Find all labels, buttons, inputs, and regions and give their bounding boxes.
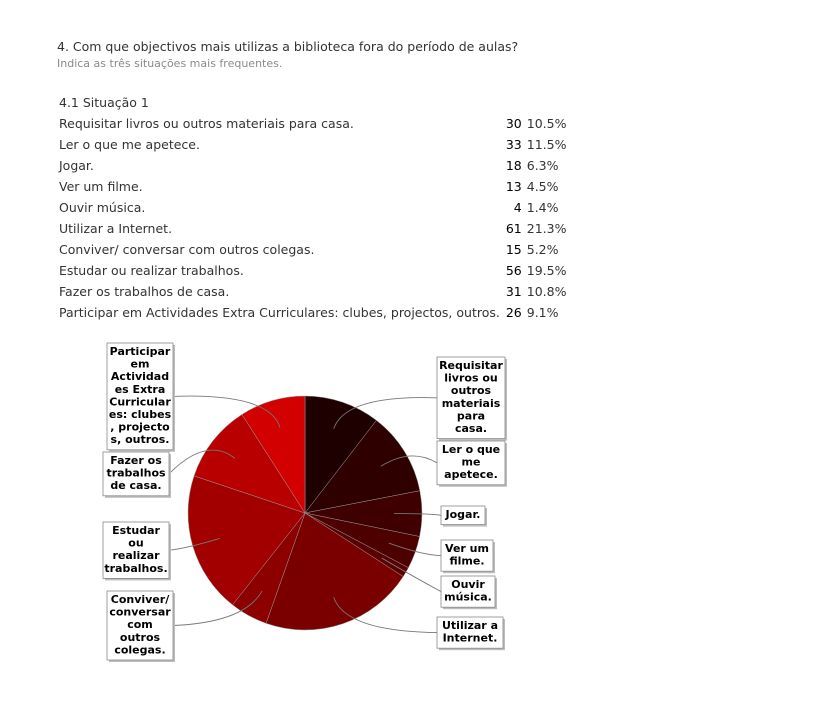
- slice-label-text: ou: [128, 536, 144, 550]
- slice-label-text: Internet.: [442, 631, 498, 645]
- slice-label-text: Actividad: [110, 370, 170, 384]
- row-percent: 6.3%: [526, 158, 559, 173]
- slice-label-text: Ler o que: [441, 443, 501, 456]
- row-percent: 11.5%: [526, 137, 567, 152]
- row-count: 4: [513, 200, 522, 215]
- row-label: Ver um filme.: [59, 179, 143, 194]
- subquestion-title: 4.1 Situação 1: [59, 95, 149, 110]
- row-percent: 1.4%: [526, 200, 559, 215]
- row-percent: 10.5%: [526, 116, 567, 131]
- slice-label-text: Utilizar a: [441, 619, 499, 632]
- row-label: Estudar ou realizar trabalhos.: [59, 263, 244, 278]
- row-count: 15: [505, 242, 522, 257]
- row-percent: 9.1%: [526, 305, 559, 320]
- row-count: 33: [505, 137, 522, 152]
- row-count: 18: [505, 158, 522, 173]
- slice-label: [437, 617, 505, 650]
- row-count: 30: [505, 116, 522, 131]
- row-percent: 5.2%: [526, 242, 559, 257]
- slice-label: [437, 441, 507, 487]
- slice-label-text: Fazer os: [110, 454, 162, 467]
- slice-label-text: casa.: [454, 422, 488, 435]
- row-count: 31: [505, 284, 522, 299]
- slice-label-text: música.: [444, 590, 492, 604]
- slice-label-text: s, outros.: [110, 433, 170, 447]
- pie-slices: [188, 396, 422, 630]
- slice-label-text: livros ou: [444, 371, 498, 385]
- slice-label-text: de casa.: [110, 479, 162, 493]
- row-percent: 19.5%: [526, 263, 567, 278]
- slice-label-text: trabalhos: [106, 466, 166, 480]
- slice-label: [437, 357, 507, 441]
- slice-label-text: Estudar: [112, 524, 160, 537]
- slice-label-text: Ouvir: [451, 578, 485, 591]
- slice-label-text: realizar: [112, 549, 160, 563]
- row-percent: 10.8%: [526, 284, 567, 299]
- row-label: Participar em Actividades Extra Curriculares: clubes, projectos, outros.: [59, 305, 500, 320]
- slice-label-text: outros: [450, 384, 492, 398]
- row-label: Utilizar a Internet.: [59, 221, 173, 236]
- slice-label-text: apetece.: [444, 468, 498, 482]
- row-count: 13: [505, 179, 522, 194]
- slice-label-text: trabalhos.: [104, 561, 168, 575]
- row-label: Conviver/ conversar com outros colegas.: [59, 242, 315, 257]
- slice-label-text: es Extra: [114, 382, 166, 396]
- slice-label-text: com: [127, 618, 153, 632]
- slice-label-text: Requisitar: [439, 359, 503, 372]
- slice-label-text: materiais: [441, 396, 501, 410]
- row-label: Jogar.: [59, 158, 94, 173]
- slice-label: [441, 506, 487, 527]
- slice-label: [103, 452, 171, 498]
- slice-label-text: , projecto: [110, 420, 170, 434]
- row-percent: 21.3%: [526, 221, 567, 236]
- slice-label-text: para: [456, 409, 486, 423]
- slice-label: [107, 343, 175, 452]
- row-label: Ler o que me apetece.: [59, 137, 200, 152]
- slice-label-text: Curricular: [109, 395, 171, 409]
- slice-label-text: Conviver/: [110, 593, 170, 606]
- slice-label: [441, 576, 497, 609]
- slice-label-text: colegas.: [114, 643, 166, 657]
- row-label: Ouvir música.: [59, 200, 146, 215]
- slice-label-text: em: [130, 357, 150, 371]
- row-count: 56: [505, 263, 522, 278]
- question-hint: Indica as três situações mais frequentes.: [57, 57, 283, 70]
- slice-label: [441, 540, 495, 573]
- row-percent: 4.5%: [526, 179, 559, 194]
- slice-label-text: Jogar.: [445, 508, 481, 521]
- row-count: 61: [505, 221, 522, 236]
- slice-label-text: me: [461, 455, 481, 469]
- row-count: 26: [505, 305, 522, 320]
- question-title: 4. Com que objectivos mais utilizas a biblioteca fora do período de aulas?: [57, 39, 519, 54]
- slice-label-text: outros: [119, 630, 161, 644]
- row-label: Fazer os trabalhos de casa.: [59, 284, 230, 299]
- slice-label: [103, 522, 171, 580]
- row-label: Requisitar livros ou outros materiais para casa.: [59, 116, 354, 131]
- slice-label-text: conversar: [109, 605, 171, 619]
- slice-label-text: es: clubes: [108, 408, 172, 421]
- slice-label-text: filme.: [449, 554, 485, 568]
- slice-label: [107, 591, 175, 662]
- slice-label-text: Ver um: [445, 542, 489, 555]
- slice-label-text: Participar: [109, 345, 171, 358]
